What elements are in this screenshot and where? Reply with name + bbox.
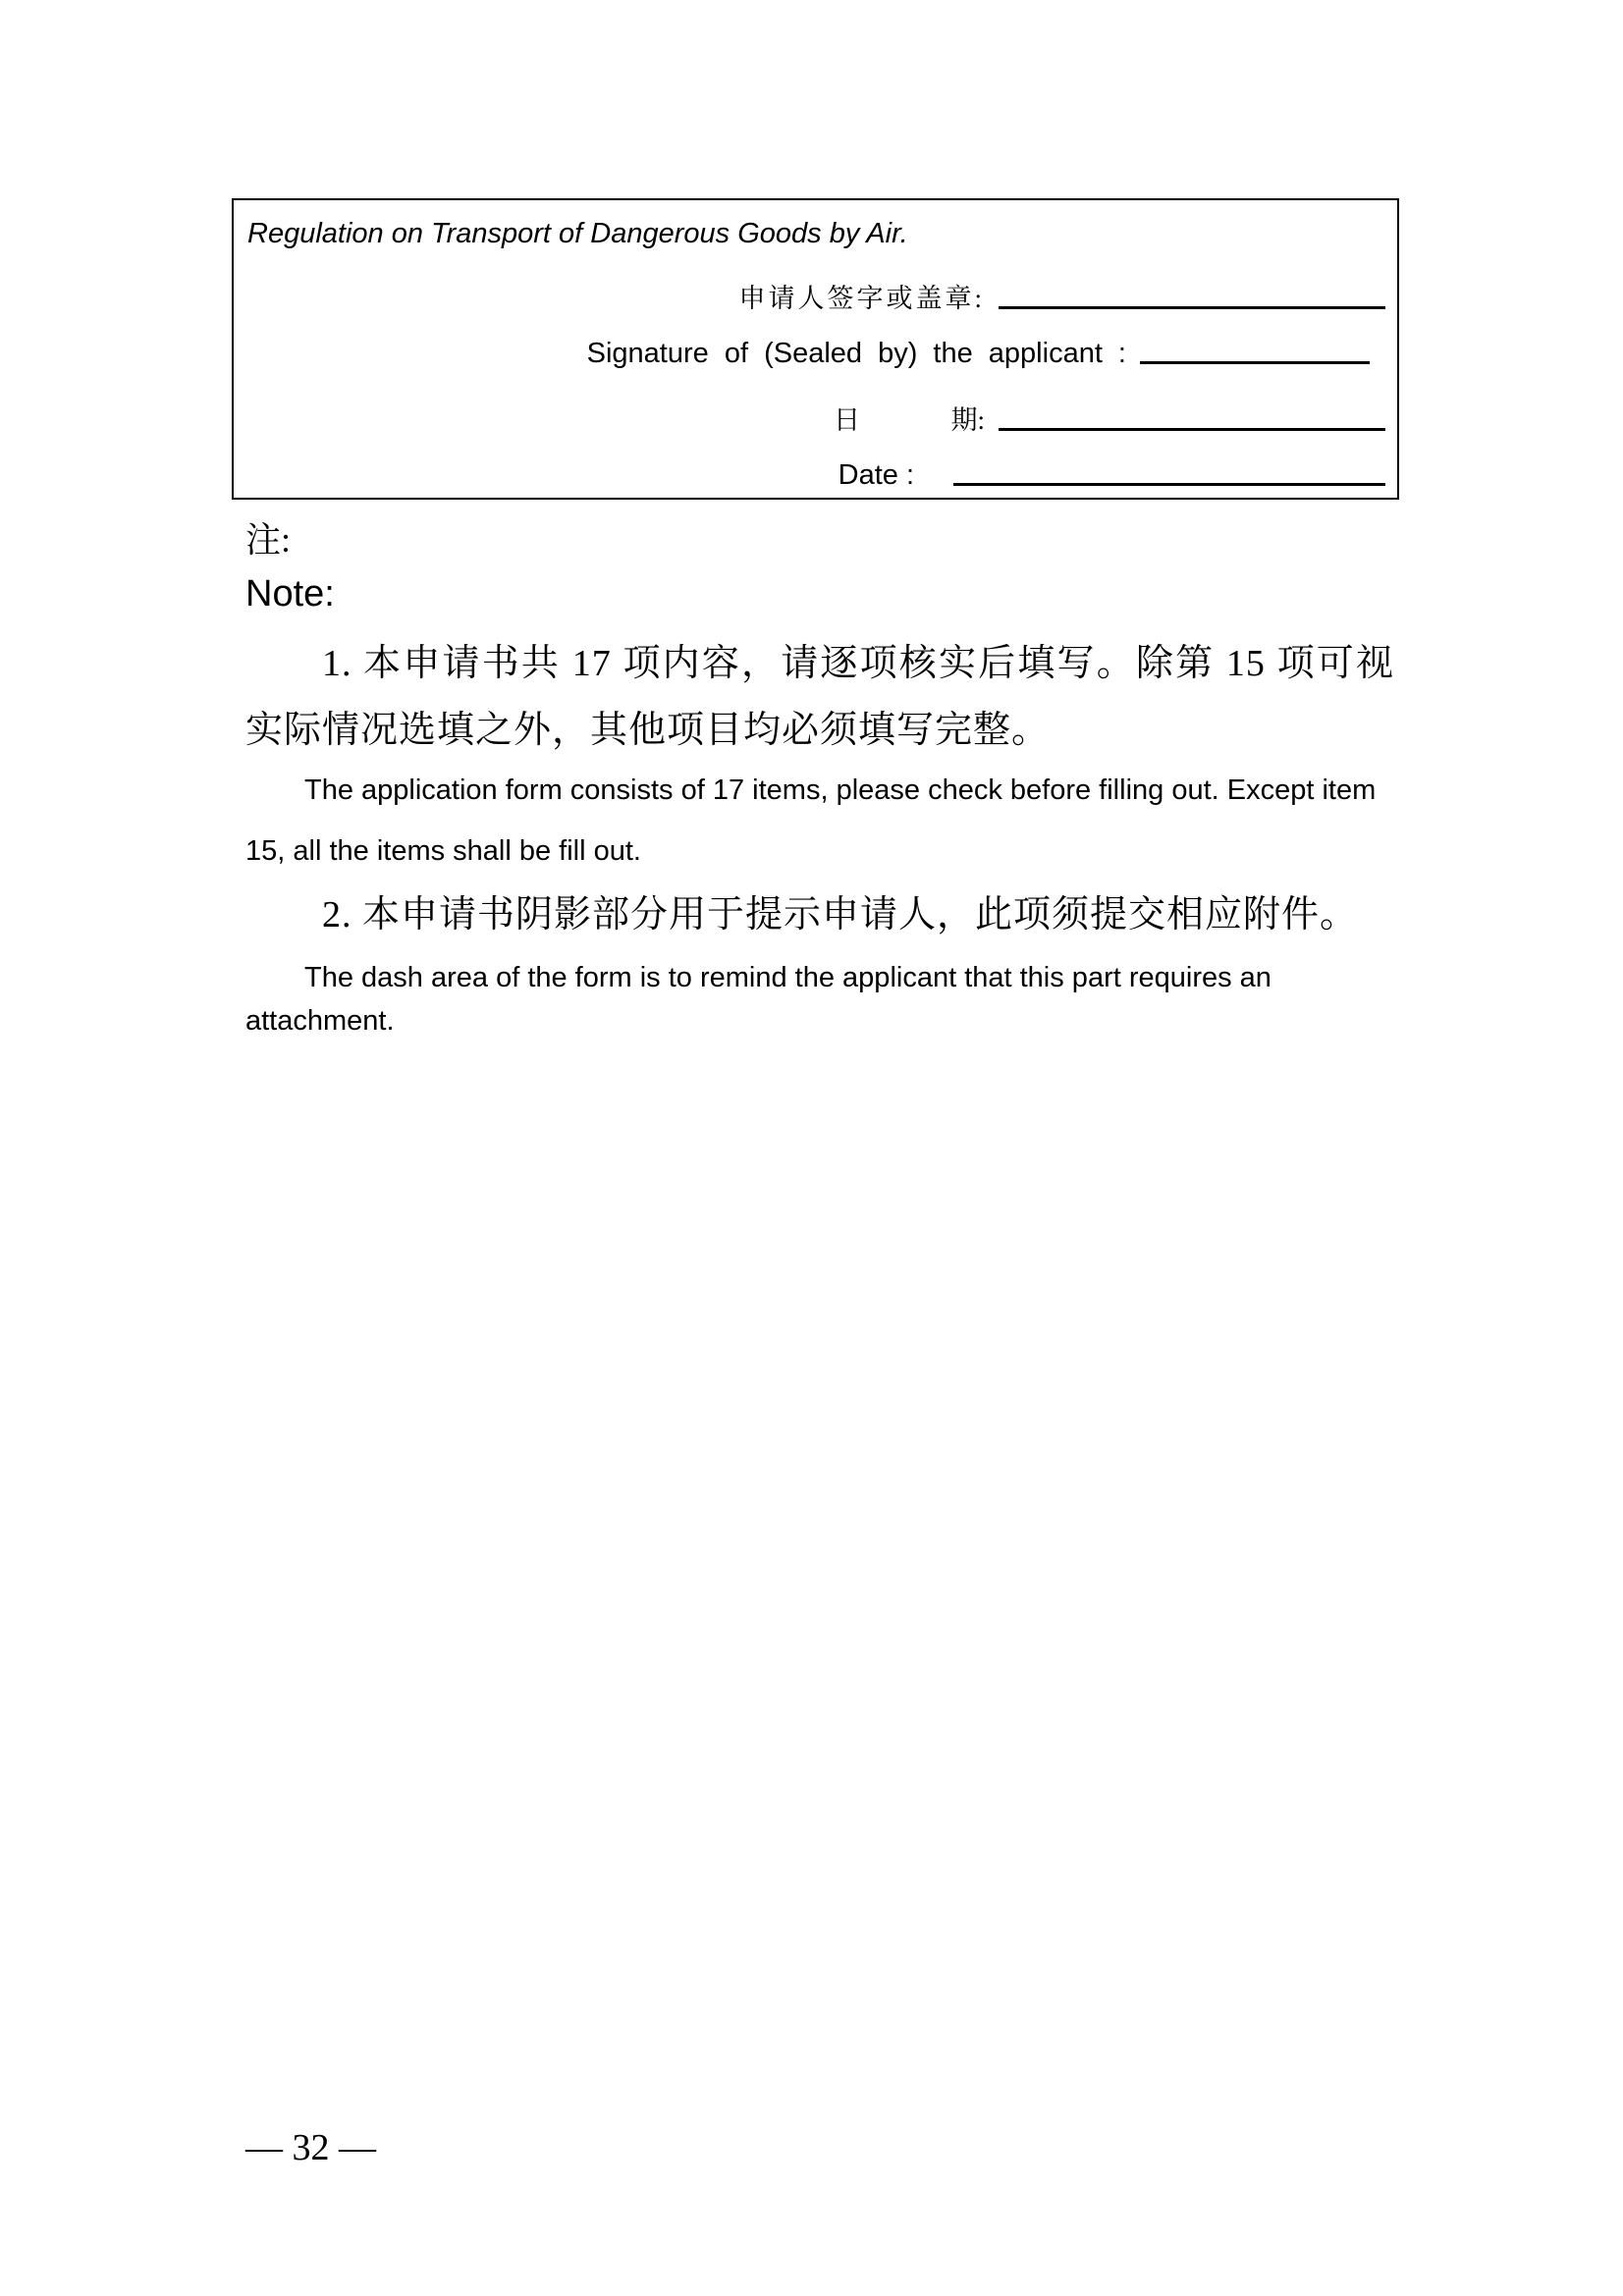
note-title-en: Note: [245,573,335,614]
date-cn-field[interactable] [999,427,1385,431]
date-cn-label-part1: 日 [834,405,860,435]
date-en-row [839,459,1385,492]
signature-box [232,198,1399,500]
signature-en-field[interactable] [1140,360,1370,364]
regulation-title: Regulation on Transport of Dangerous Goods by Air. [247,218,908,249]
page-number: — 32 — [245,2127,376,2168]
signature-en-row [587,338,1370,370]
date-en-label: Date : [838,459,914,491]
signature-cn-row [738,277,1385,315]
note-item-1-en: The application form consists of 17 items, please check before filling out. Except item 15, all the items shall be fill out. [245,774,1377,867]
date-cn-label [834,399,985,437]
date-cn-label-part2: 期: [950,405,985,435]
note-item-1-cn: 1. 本申请书共 17 项内容，请逐项核实后填写。除第 15 项可视实际情况选填之外，其他项目均必须填写完整。 [245,643,1394,751]
date-en-field[interactable] [953,482,1385,486]
signature-cn-label: 申请人签字或盖章: [738,284,985,313]
signature-en-label: Signature of (Sealed by) the applicant : [586,338,1126,369]
date-cn-row [834,399,1385,437]
note-item-2-en: The dash area of the form is to remind the applicant that this part requires an attachment. [245,962,1271,1037]
note-item-2-cn: 2. 本申请书阴影部分用于提示申请人，此项须提交相应附件。 [322,894,1359,935]
signature-cn-field[interactable] [999,305,1385,309]
note-title-cn: 注: [245,520,292,560]
